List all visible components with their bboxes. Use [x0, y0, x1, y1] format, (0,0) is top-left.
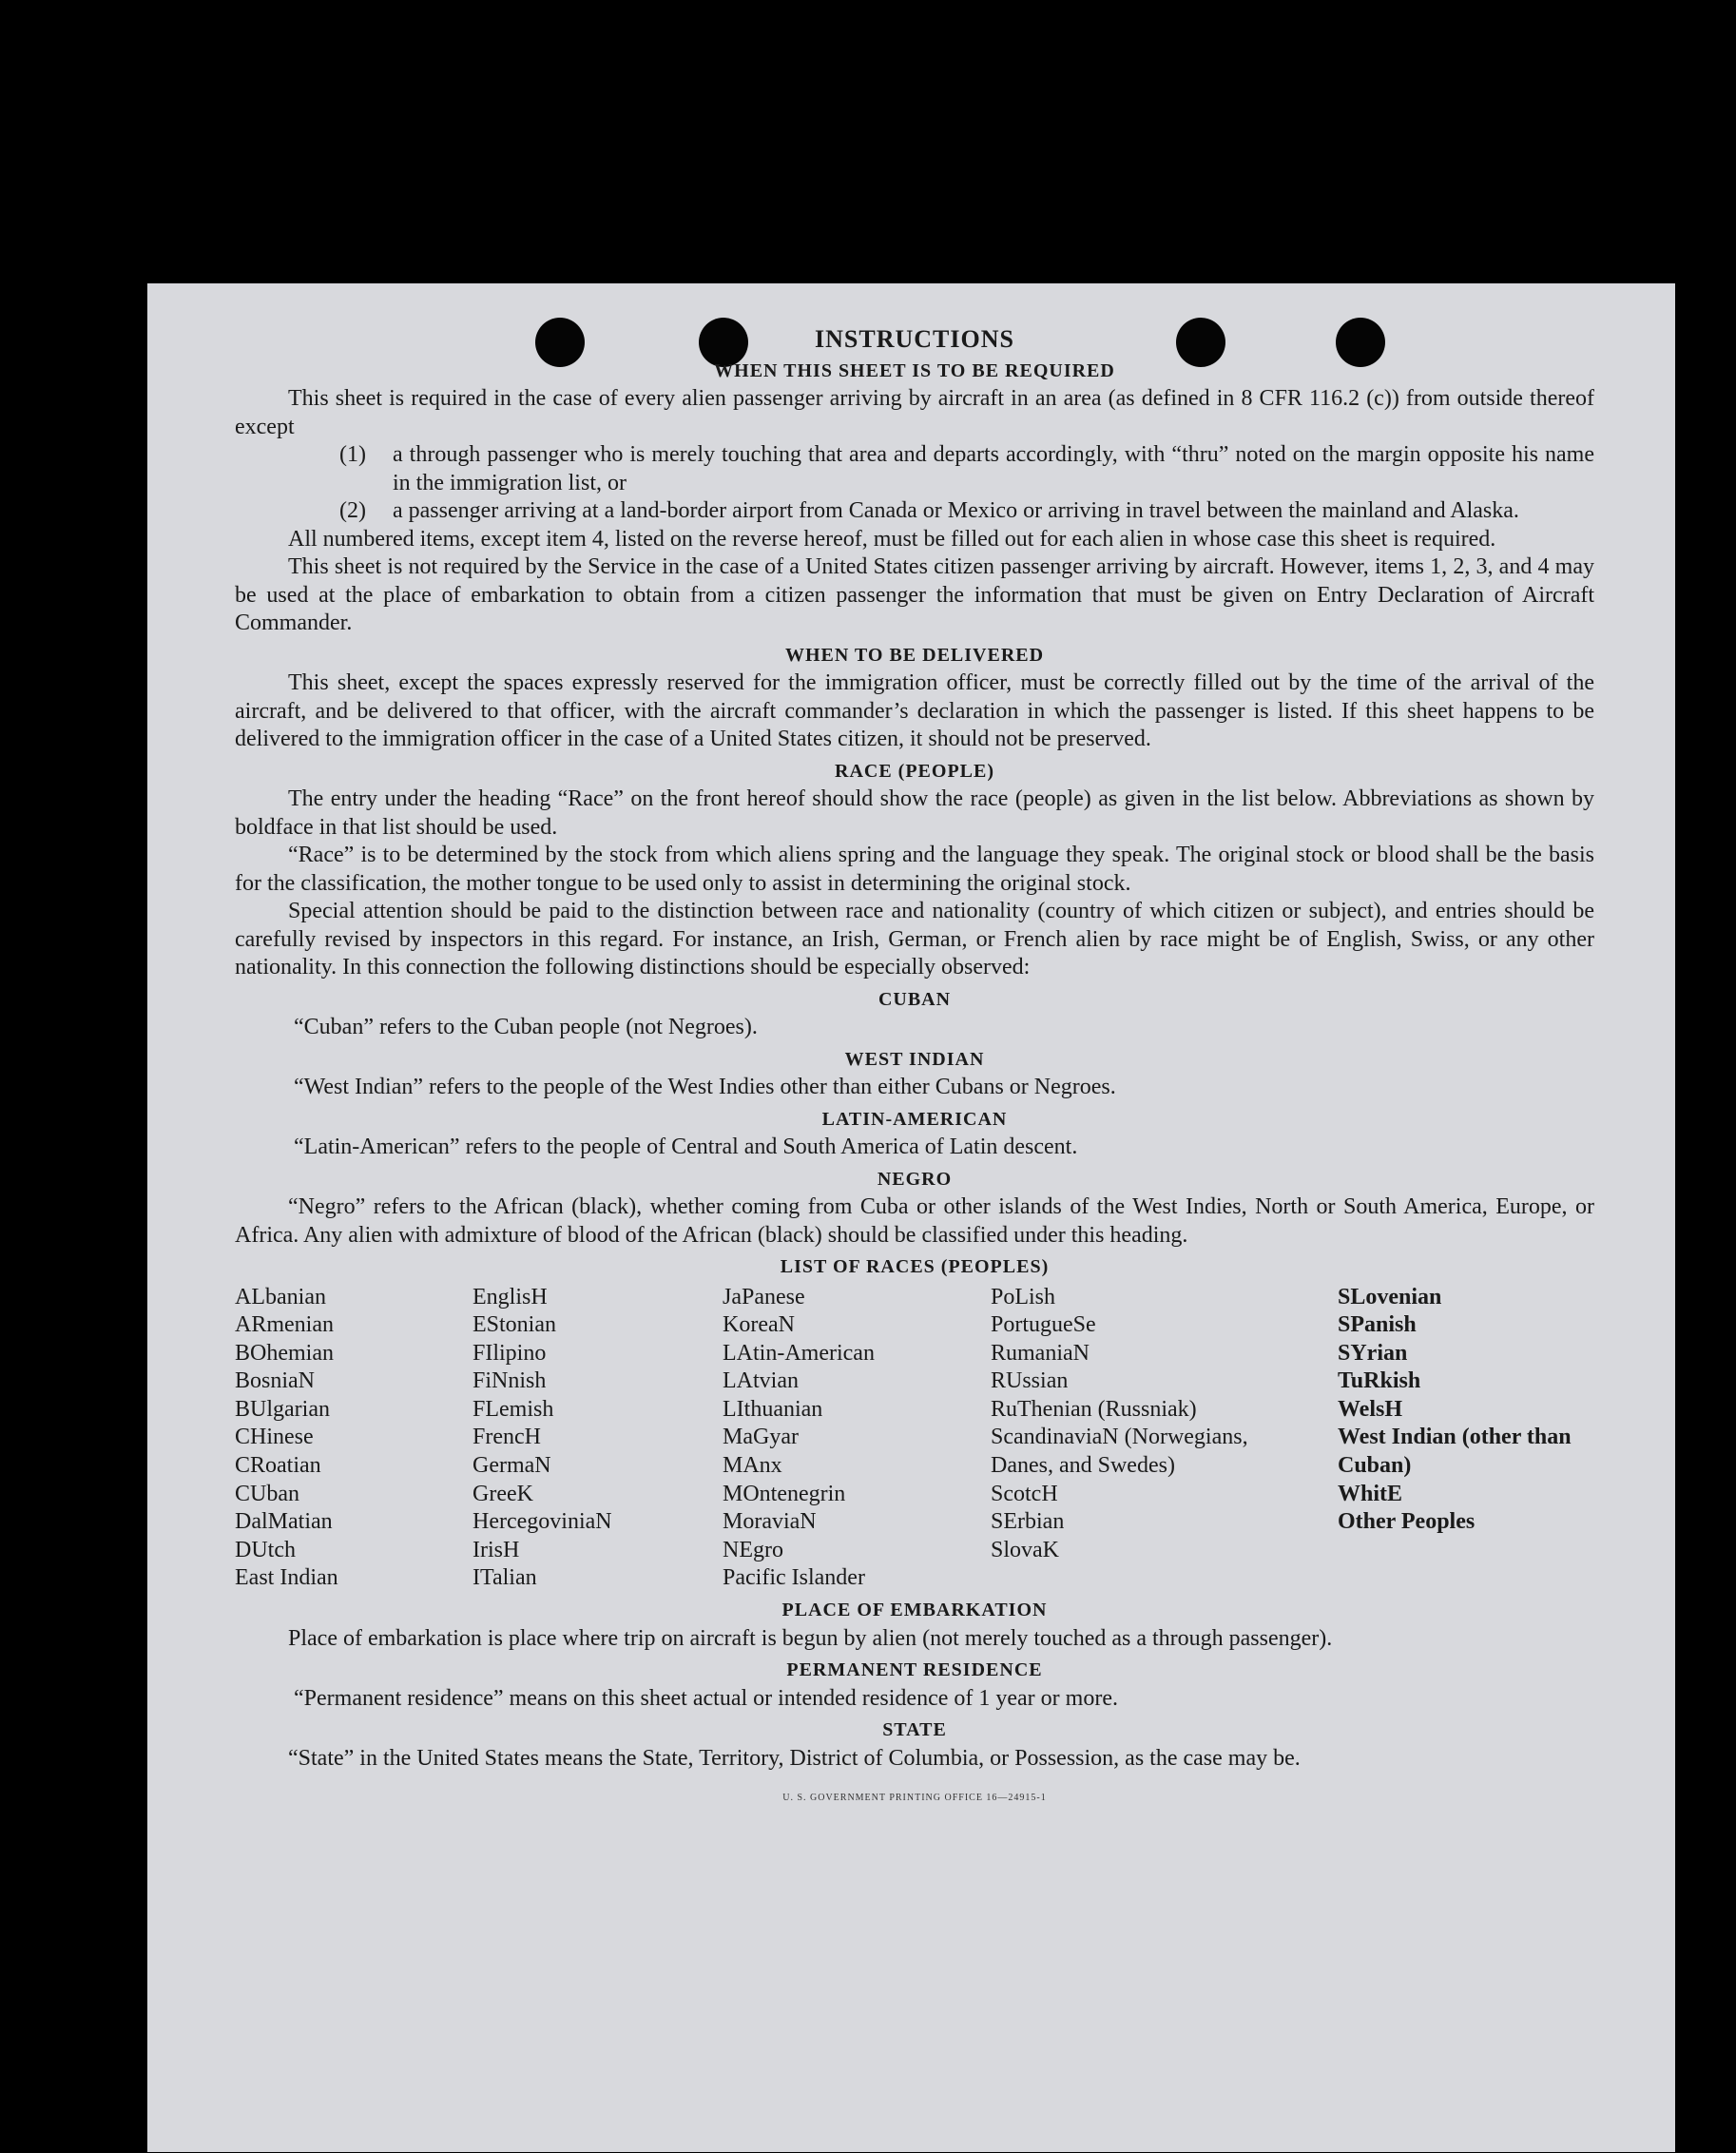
race-column: [1338, 1284, 1585, 1594]
race-entry: MOntenegrin: [723, 1481, 846, 1506]
race-entry: GermaN: [473, 1453, 551, 1479]
item-text: a through passenger who is merely touching that area and departs accordingly, with “thru” noted on the margin opposite his name in the immigration list, or: [393, 442, 1594, 495]
definition-text: “West Indian” refers to the people of the West Indies other than either Cubans or Negroes.: [294, 1075, 1116, 1099]
definition-text: “Latin-American” refers to the people of Central and South America of Latin descent.: [294, 1135, 1078, 1159]
section-heading-cuban: CUBAN: [878, 988, 952, 1010]
race-entry: SLovenian: [1338, 1284, 1442, 1309]
section-heading-embarkation: PLACE OF EMBARKATION: [781, 1600, 1048, 1621]
paragraph: The entry under the heading “Race” on the front hereof should show the race (people) as given in the list below. Abbreviations as shown by boldface in that list should be used.: [235, 786, 1594, 840]
section-heading-when-required: WHEN THIS SHEET IS TO BE REQUIRED: [714, 359, 1115, 381]
race-entry: ALbanian: [235, 1284, 326, 1309]
race-entry: FiNnish: [473, 1368, 547, 1394]
race-entry: CHinese: [235, 1425, 314, 1450]
race-entry: FIlipino: [473, 1340, 547, 1366]
race-entry: SErbian: [991, 1509, 1065, 1535]
section-heading-residence: PERMANENT RESIDENCE: [786, 1659, 1043, 1681]
race-entry: ARmenian: [235, 1312, 334, 1338]
race-entry: LAtin-American: [723, 1340, 875, 1366]
list-item: [339, 497, 1594, 526]
race-entry: FrencH: [473, 1425, 541, 1450]
section-heading-latin-american: LATIN-AMERICAN: [821, 1108, 1008, 1130]
race-list: [235, 1284, 1594, 1594]
section-heading-list-of-races: LIST OF RACES (PEOPLES): [780, 1256, 1050, 1277]
section-heading-west-indian: WEST INDIAN: [844, 1048, 985, 1070]
race-entry: BOhemian: [235, 1340, 334, 1366]
list-item: [339, 441, 1594, 497]
race-entry: JaPanese: [723, 1284, 805, 1309]
paragraph: All numbered items, except item 4, listed on the reverse hereof, must be filled out for each alien in whose case this sheet is required.: [288, 526, 1496, 552]
definition-text: “Permanent residence” means on this sheet actual or intended residence of 1 year or more.: [294, 1685, 1118, 1711]
item-number: (1): [339, 442, 366, 467]
race-entry: EnglisH: [473, 1284, 548, 1309]
race-entry: CRoatian: [235, 1453, 321, 1479]
definition-text: Place of embarkation is place where trip on aircraft is begun by alien (not merely touched as a through passenger).: [288, 1625, 1333, 1651]
section-heading-race: RACE (PEOPLE): [835, 760, 994, 782]
race-entry: NEgro: [723, 1537, 783, 1562]
race-entry: IrisH: [473, 1537, 520, 1562]
race-entry: SPanish: [1338, 1312, 1417, 1338]
race-column: [235, 1284, 473, 1594]
paragraph: Special attention should be paid to the distinction between race and nationality (country of which citizen or subject), and entries should be carefully revised by inspectors in this regard. For instance, an Irish, German, or French alien by race might be of English, Swiss, or any other nationality. In this connection the following distinctions should be especially observed:: [235, 899, 1594, 980]
race-entry: TuRkish: [1338, 1368, 1421, 1394]
race-entry: WelsH: [1338, 1396, 1403, 1422]
race-entry: Other Peoples: [1338, 1509, 1476, 1535]
race-entry: West Indian (other than Cuban): [1338, 1425, 1572, 1479]
section-heading-state: STATE: [882, 1719, 947, 1741]
race-entry: MoraviaN: [723, 1509, 817, 1535]
race-entry: KoreaN: [723, 1312, 795, 1338]
race-entry: LAtvian: [723, 1368, 799, 1394]
race-entry: DUtch: [235, 1537, 296, 1562]
race-entry: ITalian: [473, 1565, 537, 1591]
race-entry: DalMatian: [235, 1509, 333, 1535]
race-column: [991, 1284, 1338, 1594]
race-entry: PoLish: [991, 1284, 1056, 1309]
race-entry: BUlgarian: [235, 1396, 330, 1422]
paragraph: This sheet is not required by the Service in the case of a United States citizen passenger arriving by aircraft. However, items 1, 2, 3, and 4 may be used at the place of embarkation to obtain from a citizen passenger the information that must be given on Entry Declaration of Aircraft Commander.: [235, 554, 1594, 635]
definition-text: “State” in the United States means the State, Territory, District of Columbia, or Possession, as the case may be.: [288, 1745, 1301, 1771]
race-entry: Pacific Islander: [723, 1565, 865, 1591]
race-entry: BosniaN: [235, 1368, 315, 1394]
race-entry: EStonian: [473, 1312, 556, 1338]
printing-office-footer: U. S. GOVERNMENT PRINTING OFFICE 16—24915-1: [782, 1793, 1047, 1804]
race-entry: SlovaK: [991, 1537, 1059, 1562]
race-column: [473, 1284, 723, 1594]
race-entry: CUban: [235, 1481, 299, 1506]
race-entry: GreeK: [473, 1481, 533, 1506]
race-entry: RumaniaN: [991, 1340, 1090, 1366]
race-column: [723, 1284, 991, 1594]
race-entry: HercegoviniaN: [473, 1509, 612, 1535]
document-sheet: [147, 283, 1675, 2152]
item-number: (2): [339, 498, 366, 523]
definition-text: “Negro” refers to the African (black), whether coming from Cuba or other islands of the West Indies, North or South America, Europe, or Africa. Any alien with admixture of blood of the African (black) should be classified under this heading.: [235, 1194, 1594, 1248]
section-heading-negro: NEGRO: [877, 1168, 953, 1190]
section-heading-when-delivered: WHEN TO BE DELIVERED: [784, 644, 1045, 666]
instructions-body: [235, 325, 1594, 1813]
paragraph: “Race” is to be determined by the stock from which aliens spring and the language they speak. The original stock or blood shall be the basis for the classification, the mother tongue to be used only to assist in determining the original stock.: [235, 843, 1594, 896]
race-entry: ScandinaviaN (Norwegians, Danes, and Swedes): [991, 1425, 1248, 1479]
race-entry: MaGyar: [723, 1425, 799, 1450]
race-entry: RUssian: [991, 1368, 1069, 1394]
race-entry: WhitE: [1338, 1481, 1403, 1506]
race-entry: LIthuanian: [723, 1396, 823, 1422]
race-entry: ScotcH: [991, 1481, 1058, 1506]
definition-text: “Cuban” refers to the Cuban people (not Negroes).: [294, 1015, 758, 1039]
race-entry: PortugueSe: [991, 1312, 1096, 1338]
race-entry: FLemish: [473, 1396, 554, 1422]
paragraph: This sheet is required in the case of every alien passenger arriving by aircraft in an area (as defined in 8 CFR 116.2 (c)) from outside thereof except: [235, 386, 1594, 439]
paragraph: This sheet, except the spaces expressly reserved for the immigration officer, must be correctly filled out by the time of the arrival of the aircraft, and be delivered to that officer, with the aircraft commander’s declaration in which the passenger is listed. If this sheet happens to be delivered to the immigration officer in the case of a United States citizen, it should not be preserved.: [235, 670, 1594, 751]
page-title: INSTRUCTIONS: [815, 325, 1014, 353]
race-entry: RuThenian (Russniak): [991, 1396, 1197, 1422]
race-entry: SYrian: [1338, 1340, 1408, 1366]
race-entry: East Indian: [235, 1565, 338, 1591]
item-text: a passenger arriving at a land-border airport from Canada or Mexico or arriving in travel between the mainland and Alaska.: [393, 498, 1519, 523]
race-entry: MAnx: [723, 1453, 782, 1479]
